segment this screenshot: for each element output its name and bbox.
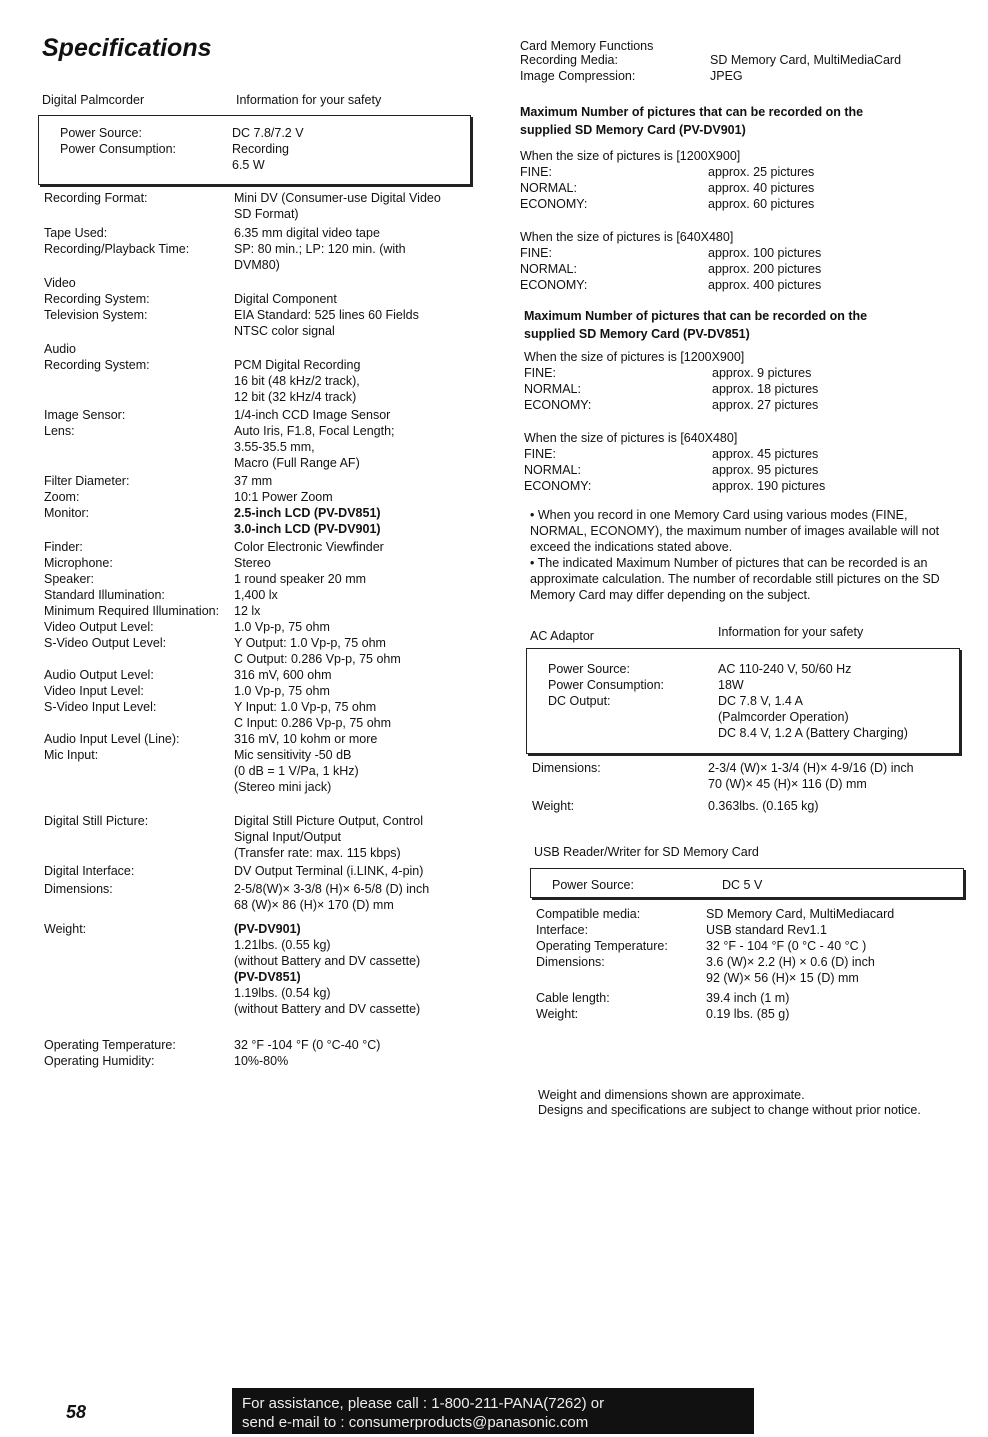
spec-value: DVM80) — [234, 258, 280, 272]
size-line: When the size of pictures is [1200X900] — [524, 350, 745, 364]
spec-value: (PV-DV901) — [234, 922, 301, 936]
spec-label: Operating Temperature: — [536, 939, 668, 953]
spec-label: Weight: — [536, 1007, 579, 1021]
note-2-text: The indicated Maximum Number of pictures that can be recorded is an approximate calculation. The number of recordable still pictures on the SD Memory Card may differ depending on the subject. — [530, 556, 940, 602]
spec-label: Filter Diameter: — [44, 474, 130, 488]
spec-value: EIA Standard: 525 lines 60 Fields — [234, 308, 419, 322]
spec-value: 10%-80% — [234, 1054, 289, 1068]
size-line: When the size of pictures is [640X480] — [524, 431, 738, 445]
picture-count: approx. 9 pictures — [712, 366, 812, 380]
product-label: Digital Palmcorder — [42, 93, 145, 107]
note-1-text: When you record in one Memory Card using various modes (FINE, NORMAL, ECONOMY), the maximum number of images available will not exceed the indications stated above. — [530, 508, 940, 554]
spec-label: Monitor: — [44, 506, 90, 520]
spec-label: Recording/Playback Time: — [44, 242, 190, 256]
quality-label: ECONOMY: — [524, 479, 592, 493]
size-line: When the size of pictures is [640X480] — [520, 230, 734, 244]
spec-value: SP: 80 min.; LP: 120 min. (with — [234, 242, 406, 256]
spec-value: (0 dB = 1 V/Pa, 1 kHz) — [234, 764, 359, 778]
spec-value: DV Output Terminal (i.LINK, 4-pin) — [234, 864, 424, 878]
spec-value: 70 (W)× 45 (H)× 116 (D) mm — [708, 777, 867, 791]
spec-label: Operating Humidity: — [44, 1054, 155, 1068]
page-number: 58 — [66, 1402, 87, 1422]
spec-value: 1,400 lx — [234, 588, 278, 602]
usb-label: USB Reader/Writer for SD Memory Card — [534, 845, 759, 859]
spec-value: 3.6 (W)× 2.2 (H) × 0.6 (D) inch — [706, 955, 875, 969]
spec-value: DC 8.4 V, 1.2 A (Battery Charging) — [718, 726, 908, 740]
spec-value: Stereo — [234, 556, 271, 570]
card-functions-value-0: SD Memory Card, MultiMediaCard — [710, 53, 902, 67]
bullet-icon: • — [530, 508, 535, 522]
spec-value: 1/4-inch CCD Image Sensor — [234, 408, 391, 422]
spec-value: Y Input: 1.0 Vp-p, 75 ohm — [234, 700, 377, 714]
spec-value: 92 (W)× 56 (H)× 15 (D) mm — [706, 971, 859, 985]
spec-label: Video Input Level: — [44, 684, 144, 698]
spec-value: 1 round speaker 20 mm — [234, 572, 367, 586]
quality-label: NORMAL: — [524, 382, 581, 396]
spec-value: (Stereo mini jack) — [234, 780, 332, 794]
page-title: Specifications — [42, 34, 212, 62]
dv851-heading-2: supplied SD Memory Card (PV-DV851) — [524, 327, 750, 341]
spec-label: Finder: — [44, 540, 83, 554]
spec-value: 1.0 Vp-p, 75 ohm — [234, 620, 330, 634]
ac-adaptor-label: AC Adaptor — [530, 629, 594, 643]
picture-count: approx. 400 pictures — [708, 278, 822, 292]
spec-label: Standard Illumination: — [44, 588, 165, 602]
spec-label: Dimensions: — [44, 882, 113, 896]
spec-label: Video — [44, 276, 76, 290]
quality-label: ECONOMY: — [520, 197, 588, 211]
note-2 — [530, 555, 960, 603]
ac-adaptor-safety: Information for your safety — [718, 625, 864, 639]
spec-label: Recording Format: — [44, 191, 148, 205]
footer-line-1: For assistance, please call : 1-800-211-PANA(7262) or — [242, 1395, 605, 1412]
card-functions-value-1: JPEG — [710, 69, 743, 83]
spec-label: Power Consumption: — [60, 142, 177, 156]
spec-value: Mic sensitivity -50 dB — [234, 748, 352, 762]
spec-value: 16 bit (48 kHz/2 track), — [234, 374, 360, 388]
card-functions-heading: Card Memory Functions — [520, 39, 654, 53]
picture-count: approx. 40 pictures — [708, 181, 815, 195]
spec-label: Recording System: — [44, 358, 150, 372]
card-functions-label-1: Image Compression: — [520, 69, 636, 83]
note-1 — [530, 507, 960, 555]
spec-label: Digital Interface: — [44, 864, 135, 878]
spec-value: 10:1 Power Zoom — [234, 490, 333, 504]
spec-label: Speaker: — [44, 572, 95, 586]
spec-value: DC 7.8/7.2 V — [232, 126, 304, 140]
spec-value: SD Memory Card, MultiMediacard — [706, 907, 895, 921]
spec-value: 316 mV, 10 kohm or more — [234, 732, 378, 746]
spec-value: 32 °F - 104 °F (0 °C - 40 °C ) — [706, 939, 867, 953]
usb-power-label: Power Source: — [552, 878, 634, 892]
left-column — [42, 92, 482, 1068]
quality-label: FINE: — [524, 447, 556, 461]
spec-value: C Output: 0.286 Vp-p, 75 ohm — [234, 652, 401, 666]
spec-value: 12 lx — [234, 604, 261, 618]
quality-label: FINE: — [520, 246, 552, 260]
closing-line-2: Designs and specifications are subject to change without prior notice. — [538, 1103, 921, 1117]
spec-label: Dimensions: — [536, 955, 605, 969]
spec-value: C Input: 0.286 Vp-p, 75 ohm — [234, 716, 392, 730]
spec-value: USB standard Rev1.1 — [706, 923, 827, 937]
quality-label: ECONOMY: — [524, 398, 592, 412]
spec-label: Television System: — [44, 308, 148, 322]
picture-count: approx. 18 pictures — [712, 382, 819, 396]
spec-label: DC Output: — [548, 694, 611, 708]
assistance-footer — [232, 1388, 754, 1434]
footer-line-2: send e-mail to : consumerproducts@panasonic.com — [242, 1414, 589, 1431]
picture-count: approx. 25 pictures — [708, 165, 815, 179]
spec-value: Recording — [232, 142, 289, 156]
spec-value: (Palmcorder Operation) — [718, 710, 849, 724]
spec-value: (without Battery and DV cassette) — [234, 1002, 421, 1016]
spec-label: Recording System: — [44, 292, 150, 306]
spec-value: Digital Component — [234, 292, 337, 306]
quality-label: FINE: — [524, 366, 556, 380]
spec-value: Auto Iris, F1.8, Focal Length; — [234, 424, 395, 438]
spec-value: 2-5/8(W)× 3-3/8 (H)× 6-5/8 (D) inch — [234, 882, 430, 896]
spec-label: Interface: — [536, 923, 589, 937]
picture-count: approx. 190 pictures — [712, 479, 826, 493]
spec-label: Weight: — [532, 799, 575, 813]
spec-label: Microphone: — [44, 556, 113, 570]
spec-label: S-Video Input Level: — [44, 700, 157, 714]
spec-value: (PV-DV851) — [234, 970, 301, 984]
spec-value: 3.0-inch LCD (PV-DV901) — [234, 522, 381, 536]
picture-count: approx. 60 pictures — [708, 197, 815, 211]
spec-value: 0.363lbs. (0.165 kg) — [708, 799, 819, 813]
spec-label: Tape Used: — [44, 226, 108, 240]
quality-label: NORMAL: — [524, 463, 581, 477]
spec-label: Audio Input Level (Line): — [44, 732, 180, 746]
spec-label: Cable length: — [536, 991, 610, 1005]
spec-value: NTSC color signal — [234, 324, 335, 338]
spec-value: 1.21lbs. (0.55 kg) — [234, 938, 331, 952]
safety-label: Information for your safety — [236, 93, 382, 107]
quality-label: ECONOMY: — [520, 278, 588, 292]
spec-label: Audio — [44, 342, 76, 356]
spec-value: 3.55-35.5 mm, — [234, 440, 315, 454]
spec-value: DC 7.8 V, 1.4 A — [718, 694, 804, 708]
spec-label: Zoom: — [44, 490, 80, 504]
spec-label: Lens: — [44, 424, 75, 438]
spec-label: Operating Temperature: — [44, 1038, 176, 1052]
spec-value: Mini DV (Consumer-use Digital Video — [234, 191, 441, 205]
card-functions-label-0: Recording Media: — [520, 53, 618, 67]
spec-value: 1.0 Vp-p, 75 ohm — [234, 684, 330, 698]
right-column — [520, 38, 970, 1128]
quality-label: FINE: — [520, 165, 552, 179]
spec-value: Color Electronic Viewfinder — [234, 540, 384, 554]
picture-count: approx. 27 pictures — [712, 398, 819, 412]
quality-label: NORMAL: — [520, 181, 577, 195]
spec-label: Minimum Required Illumination: — [44, 604, 220, 618]
spec-label: Video Output Level: — [44, 620, 154, 634]
dv901-heading-1: Maximum Number of pictures that can be recorded on the — [520, 105, 864, 119]
usb-power-value: DC 5 V — [722, 878, 763, 892]
spec-value: 2-3/4 (W)× 1-3/4 (H)× 4-9/16 (D) inch — [708, 761, 914, 775]
dv901-heading-2: supplied SD Memory Card (PV-DV901) — [520, 123, 746, 137]
spec-value: 32 °F -104 °F (0 °C-40 °C) — [234, 1038, 381, 1052]
spec-value: 18W — [718, 678, 744, 692]
spec-value: Macro (Full Range AF) — [234, 456, 360, 470]
spec-value: 0.19 lbs. (85 g) — [706, 1007, 790, 1021]
spec-value: 316 mV, 600 ohm — [234, 668, 332, 682]
quality-label: NORMAL: — [520, 262, 577, 276]
dv851-heading-1: Maximum Number of pictures that can be recorded on the — [524, 309, 868, 323]
spec-value: Y Output: 1.0 Vp-p, 75 ohm — [234, 636, 386, 650]
spec-value: (Transfer rate: max. 115 kbps) — [234, 846, 401, 860]
spec-value: Signal Input/Output — [234, 830, 342, 844]
spec-value: (without Battery and DV cassette) — [234, 954, 421, 968]
spec-label: S-Video Output Level: — [44, 636, 167, 650]
picture-count: approx. 100 pictures — [708, 246, 822, 260]
spec-value: 6.35 mm digital video tape — [234, 226, 380, 240]
picture-count: approx. 95 pictures — [712, 463, 819, 477]
picture-count: approx. 45 pictures — [712, 447, 819, 461]
closing-line-1: Weight and dimensions shown are approximate. — [538, 1088, 805, 1102]
spec-value: SD Format) — [234, 207, 299, 221]
spec-value: 6.5 W — [232, 158, 265, 172]
spec-value: 68 (W)× 86 (H)× 170 (D) mm — [234, 898, 394, 912]
spec-value: 2.5-inch LCD (PV-DV851) — [234, 506, 381, 520]
spec-value: 1.19lbs. (0.54 kg) — [234, 986, 331, 1000]
spec-value: 39.4 inch (1 m) — [706, 991, 790, 1005]
spec-label: Audio Output Level: — [44, 668, 154, 682]
spec-label: Dimensions: — [532, 761, 601, 775]
spec-label: Power Source: — [60, 126, 142, 140]
spec-label: Compatible media: — [536, 907, 641, 921]
spec-value: AC 110-240 V, 50/60 Hz — [718, 662, 852, 676]
spec-value: 12 bit (32 kHz/4 track) — [234, 390, 357, 404]
spec-value: PCM Digital Recording — [234, 358, 361, 372]
spec-value: 37 mm — [234, 474, 273, 488]
spec-label: Mic Input: — [44, 748, 99, 762]
bullet-icon: • — [530, 556, 535, 570]
spec-label: Power Source: — [548, 662, 630, 676]
spec-label: Image Sensor: — [44, 408, 126, 422]
spec-label: Weight: — [44, 922, 87, 936]
size-line: When the size of pictures is [1200X900] — [520, 149, 741, 163]
spec-label: Digital Still Picture: — [44, 814, 149, 828]
spec-value: Digital Still Picture Output, Control — [234, 814, 423, 828]
spec-label: Power Consumption: — [548, 678, 665, 692]
picture-count: approx. 200 pictures — [708, 262, 822, 276]
